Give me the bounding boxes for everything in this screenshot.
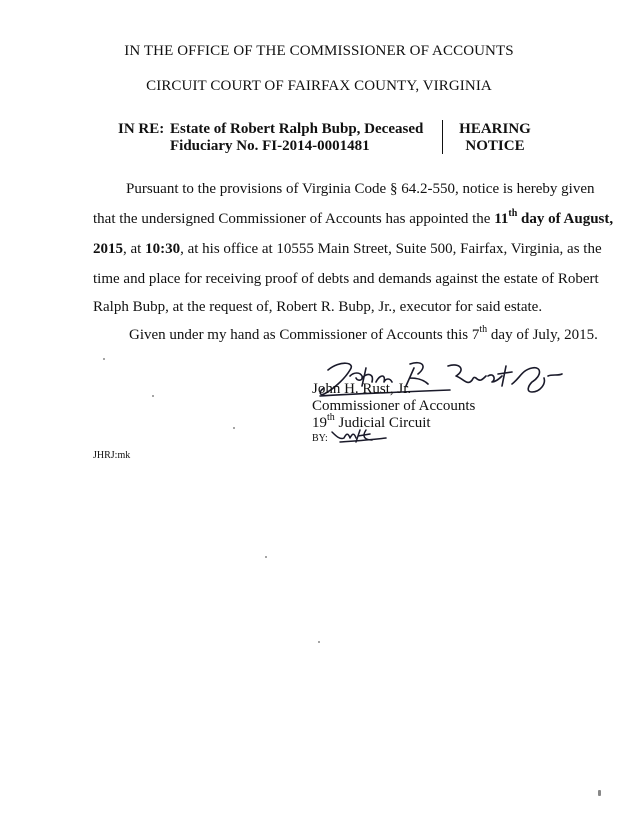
hearing-year: 2015 — [93, 241, 123, 257]
scan-speck — [318, 641, 320, 643]
scan-speck — [598, 790, 601, 796]
body-line-5: Ralph Bubp, at the request of, Robert R. Bubp, Jr., executor for said estate. — [93, 299, 543, 315]
in-re-divider — [442, 120, 443, 154]
circuit-text: Judicial Circuit — [334, 415, 431, 431]
body-line-3-text: , at his office at 10555 Main Street, Suite 500, Fairfax, Virginia, as the — [180, 241, 602, 257]
given-under-hand-line — [129, 324, 598, 344]
scan-speck — [233, 427, 235, 429]
reference-initials: JHRJ:mk — [93, 450, 131, 461]
hearing-day-number: 11 — [494, 211, 509, 227]
scan-speck — [265, 556, 267, 558]
body-line-3-at: , at — [123, 241, 146, 257]
body-line-3 — [93, 241, 602, 258]
scan-speck — [152, 395, 154, 397]
notice-line1: HEARING — [459, 121, 531, 137]
scan-speck — [103, 358, 105, 360]
by-label: BY: — [312, 433, 328, 444]
hearing-time: 10:30 — [145, 241, 181, 257]
fiduciary-number: Fiduciary No. FI-2014-0001481 — [170, 138, 370, 154]
court-header-line2: CIRCUIT COURT OF FAIRFAX COUNTY, VIRGINIA — [146, 78, 492, 94]
estate-name: Estate of Robert Ralph Bubp, Deceased — [170, 121, 424, 137]
hearing-day — [494, 208, 614, 227]
body-line-1 — [126, 181, 595, 198]
body-line-1-text: Pursuant to the provisions of Virginia Code § 64.2-550, notice is hereby given — [126, 181, 595, 197]
circuit-number: 19 — [312, 415, 327, 431]
body-line-4 — [93, 271, 599, 288]
body-line-2 — [93, 208, 614, 228]
hearing-month: day of August, — [517, 211, 614, 227]
hearing-day-suffix: th — [508, 208, 518, 219]
body-line-4-text: time and place for receiving proof of debts and demands against the estate of Robert — [93, 271, 599, 287]
court-header-line1: IN THE OFFICE OF THE COMMISSIONER OF ACCOUNTS — [124, 43, 514, 59]
body-line-2-text: that the undersigned Commissioner of Accounts has appointed the — [93, 211, 495, 227]
signer-title: Commissioner of Accounts — [312, 398, 476, 414]
given-day-suffix: th — [479, 324, 488, 335]
by-initials-scrawl — [330, 426, 390, 446]
given-under-hand-text: Given under my hand as Commissioner of Accounts this 7 — [129, 327, 480, 343]
in-re-label: IN RE: — [118, 121, 165, 137]
signer-name: John H. Rust, Jr. — [312, 381, 412, 397]
circuit-suffix: th — [327, 412, 335, 423]
notice-line2: NOTICE — [465, 138, 525, 154]
given-date-text: day of July, 2015. — [487, 327, 598, 343]
